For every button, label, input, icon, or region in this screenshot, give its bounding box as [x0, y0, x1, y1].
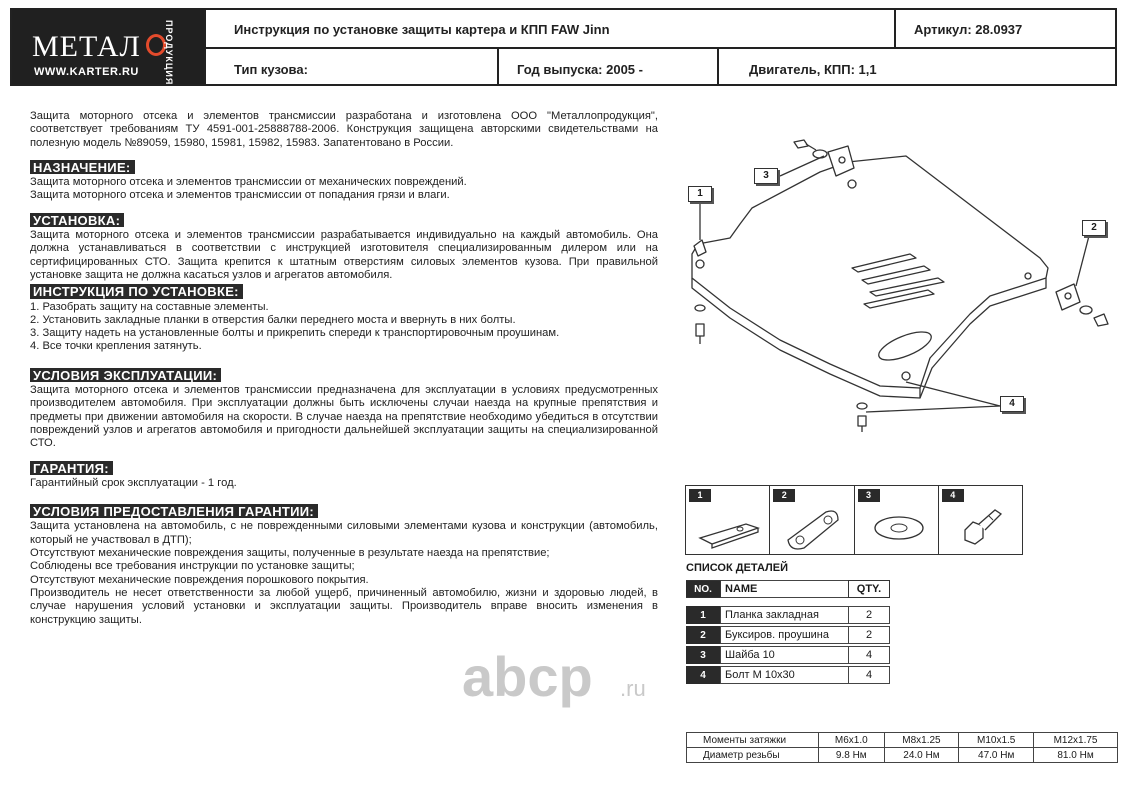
- diagram-callout-4: 4: [1000, 396, 1024, 412]
- header-divider-h: [206, 47, 1115, 49]
- operation-paragraph: Защита моторного отсека и элементов трансмиссии предназначена для эксплуатации в условиях предусмотренных производителем автомобиля. При эксплуатации должны быть исключены случаи наезда на крупные препятствия и предметы при движении автомобиля на скорости. В случае наезда на препятствие необходимо убедиться в отсутствии повреждений узлов и агрегатов автомобиля и пригодности дальнейшей эксплуатации защиты на специализированной СТО.: [30, 384, 658, 450]
- logo-url: WWW.KARTER.RU: [34, 66, 139, 78]
- header-divider-v1: [894, 10, 896, 47]
- logo-ring-icon: [146, 34, 166, 56]
- body-type: Тип кузова:: [234, 62, 308, 77]
- warranty-section: [30, 461, 658, 491]
- warranty-condition: Отсутствуют механические повреждения защиты, полученные в результате наезда на препятствие;: [30, 547, 550, 560]
- part-icon-cell: [939, 486, 1022, 554]
- table-row: [686, 606, 890, 624]
- table-row: [686, 626, 890, 644]
- part-number-badge: 4: [942, 489, 964, 502]
- diagram-callout-2: 2: [1082, 220, 1106, 236]
- torque-table: [686, 732, 1118, 763]
- torque-label: Моменты затяжки: [687, 733, 819, 748]
- logo-side-text: ПРОДУКЦИЯ: [164, 20, 174, 86]
- thread-size: M6x1.0: [819, 733, 885, 748]
- warranty-conditions-heading: УСЛОВИЯ ПРЕДОСТАВЛЕНИЯ ГАРАНТИИ:: [30, 504, 318, 518]
- column-header-no: NO.: [686, 580, 720, 598]
- intro-paragraph: Защита моторного отсека и элементов трансмиссии разработана и изготовлена ООО "Металлопродукция", соответствует требованиям ТУ 4591-001-25888788-2006. Конструкция защищена авторскими свидетельствами на полезную модель №89059, 15980, 15981, 15982, 15983. Запатентовано в России.: [30, 110, 658, 149]
- mounting-plate-icon: [696, 500, 762, 552]
- article-number: Артикул: 28.0937: [914, 22, 1023, 37]
- assembly-diagram: [670, 128, 1130, 448]
- part-no: 4: [686, 666, 720, 684]
- installation-heading: УСТАНОВКА:: [30, 213, 124, 227]
- column-header-name: NAME: [720, 580, 848, 598]
- warranty-heading: ГАРАНТИЯ:: [30, 461, 113, 475]
- watermark-suffix: .ru: [620, 676, 646, 701]
- watermark-text: abcp: [462, 652, 593, 708]
- operation-section: [30, 368, 658, 451]
- part-icon-cell: [855, 486, 939, 554]
- skid-plate-drawing: [670, 128, 1130, 448]
- tow-eye-icon: [780, 500, 846, 552]
- warranty-condition: Соблюдены все требования инструкции по установке защиты;: [30, 560, 355, 573]
- logo-wordmark: МЕТАЛ: [32, 30, 141, 63]
- warranty-condition: Защита установлена на автомобиль, с не поврежденными силовыми элементами кузова и конструкции (автомобиль, который не участвовал в ДТП);: [30, 520, 658, 546]
- abcp-watermark: [462, 652, 662, 716]
- purpose-line: Защита моторного отсека и элементов трансмиссии от попадания грязи и влаги.: [30, 189, 450, 202]
- document-title: Инструкция по установке защиты картера и КПП FAW Jinn: [234, 22, 610, 37]
- instruction-text: [30, 110, 658, 627]
- thread-size: M10x1.5: [959, 733, 1034, 748]
- operation-heading: УСЛОВИЯ ЭКСПЛУАТАЦИИ:: [30, 368, 221, 382]
- part-number-badge: 2: [773, 489, 795, 502]
- part-name: Шайба 10: [720, 646, 848, 664]
- purpose-section: [30, 160, 658, 203]
- part-no: 3: [686, 646, 720, 664]
- instruction-step: 2. Установить закладные планки в отверстия балки переднего моста и ввернуть в них болты.: [30, 313, 516, 326]
- installation-paragraph: Защита моторного отсека и элементов трансмиссии разрабатывается индивидуально на каждый автомобиль. Она должна устанавливаться в соответствии с инструкцией изготовителя специализированным дилером или на сертифицированных СТО. Защита крепится к штатным отверстиям силовых элементов кузова. При правильной установке защита не должна касаться узлов и агрегатов автомобиля.: [30, 229, 658, 281]
- part-qty: 4: [848, 646, 890, 664]
- part-number-badge: 3: [858, 489, 880, 502]
- part-number-badge: 1: [689, 489, 711, 502]
- diagram-callout-3: 3: [754, 168, 778, 184]
- company-logo: [12, 10, 206, 84]
- torque-value: 81.0 Нм: [1034, 748, 1118, 763]
- installation-section: [30, 213, 658, 282]
- header-divider-v3: [717, 47, 719, 84]
- document-header: [10, 8, 1117, 86]
- washer-icon: [865, 500, 931, 552]
- part-name: Болт М 10х30: [720, 666, 848, 684]
- warranty-condition: Отсутствуют механические повреждения порошкового покрытия.: [30, 573, 369, 586]
- thread-size: M12x1.75: [1034, 733, 1118, 748]
- part-name: Планка закладная: [720, 606, 848, 624]
- part-qty: 2: [848, 606, 890, 624]
- purpose-heading: НАЗНАЧЕНИЕ:: [30, 160, 135, 174]
- parts-icons: [685, 485, 1023, 555]
- column-header-qty: QTY.: [848, 580, 890, 598]
- instruction-step: 4. Все точки крепления затянуть.: [30, 340, 202, 353]
- diameter-label: Диаметр резьбы: [687, 748, 819, 763]
- instructions-heading: ИНСТРУКЦИЯ ПО УСТАНОВКЕ:: [30, 284, 243, 298]
- thread-size: M8x1.25: [884, 733, 959, 748]
- diagram-callout-1: 1: [688, 186, 712, 202]
- parts-list-table: [686, 578, 890, 686]
- part-name: Буксиров. проушина: [720, 626, 848, 644]
- part-no: 2: [686, 626, 720, 644]
- part-qty: 2: [848, 626, 890, 644]
- warranty-paragraph: Гарантийный срок эксплуатации - 1 год.: [30, 476, 237, 489]
- part-qty: 4: [848, 666, 890, 684]
- table-row: [687, 748, 1118, 763]
- header-divider-v2: [497, 47, 499, 84]
- part-icon-cell: [770, 486, 854, 554]
- instructions-section: [30, 284, 658, 353]
- purpose-line: Защита моторного отсека и элементов трансмиссии от механических повреждений.: [30, 176, 467, 189]
- engine-info: Двигатель, КПП: 1,1: [749, 62, 877, 77]
- parts-list-header: [686, 580, 890, 598]
- part-icon-cell: [686, 486, 770, 554]
- torque-value: 47.0 Нм: [959, 748, 1034, 763]
- warranty-condition: Производитель не несет ответственности за любой ущерб, причиненный автомобилю, жизни и здоровью людей, в случае нарушения условий установки и эксплуатации защиты. Производитель вправе вносить изменения в конструкцию защиты.: [30, 586, 658, 626]
- torque-value: 24.0 Нм: [884, 748, 959, 763]
- table-row: [686, 646, 890, 664]
- bolt-icon: [949, 500, 1015, 552]
- torque-value: 9.8 Нм: [819, 748, 885, 763]
- production-year: Год выпуска: 2005 -: [517, 62, 643, 77]
- instruction-step: 1. Разобрать защиту на составные элементы.: [30, 300, 269, 313]
- parts-list-title: СПИСОК ДЕТАЛЕЙ: [686, 562, 788, 574]
- instruction-step: 3. Защиту надеть на установленные болты и прикрепить спереди к транспортировочным проушинам.: [30, 327, 560, 340]
- table-row: [687, 733, 1118, 748]
- part-no: 1: [686, 606, 720, 624]
- table-row: [686, 666, 890, 684]
- warranty-conditions-section: [30, 504, 658, 627]
